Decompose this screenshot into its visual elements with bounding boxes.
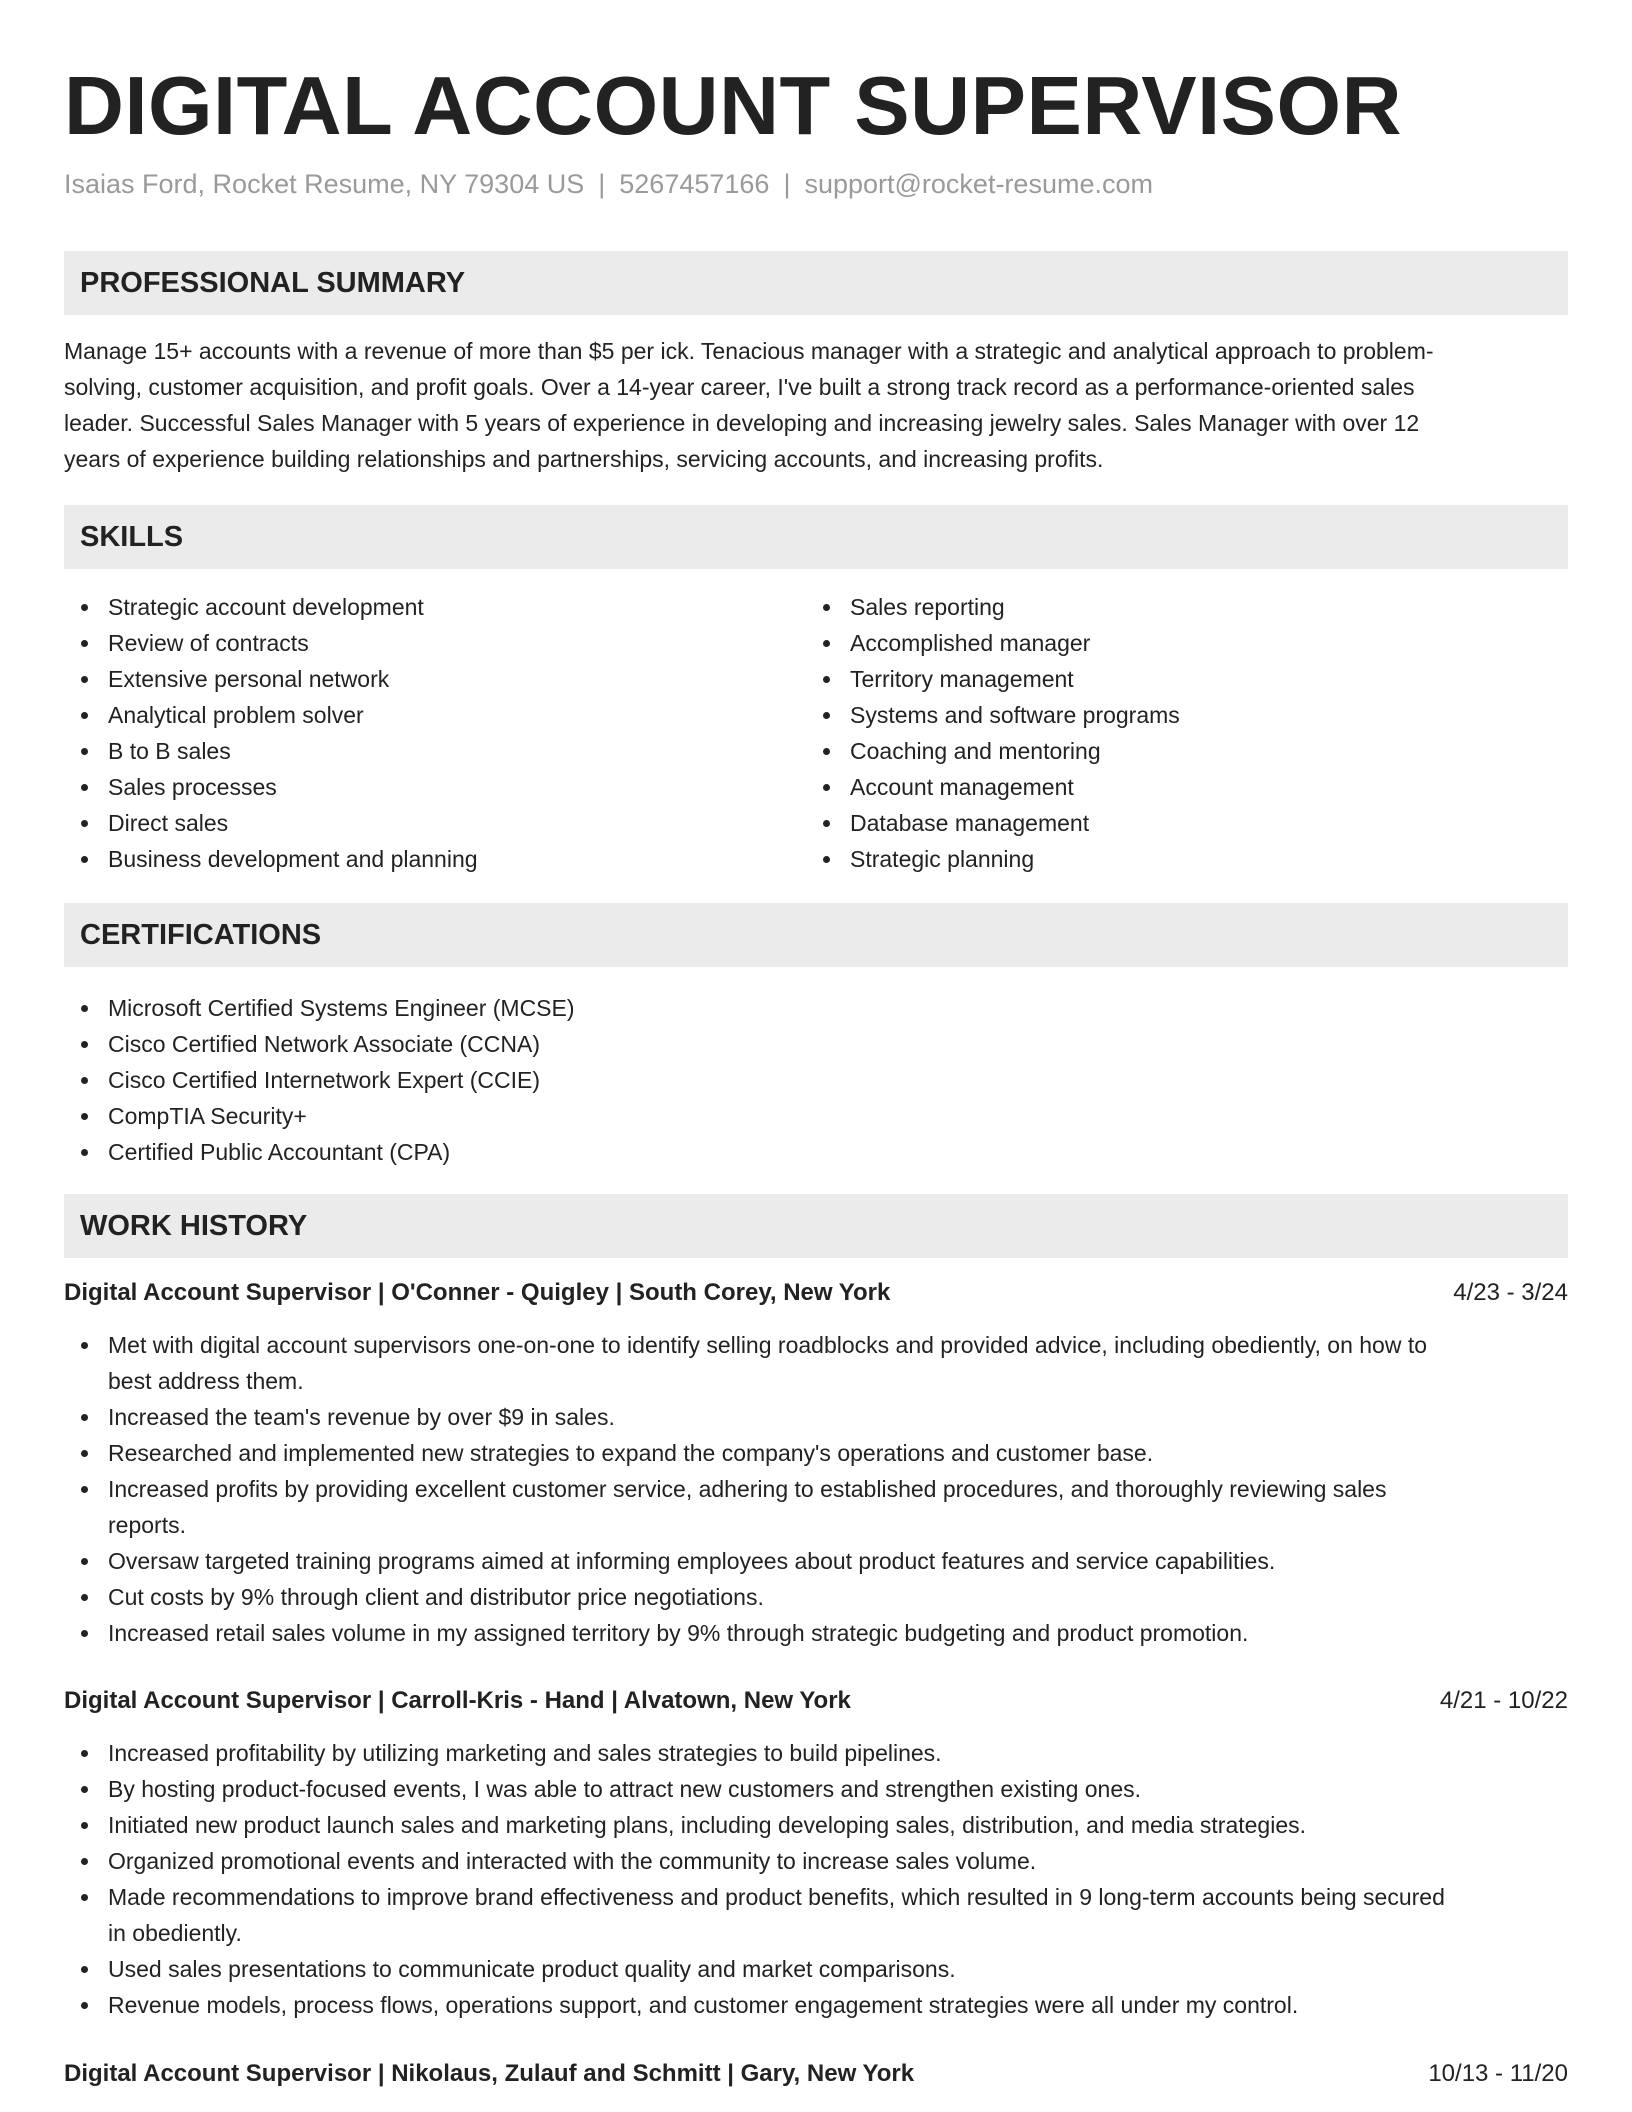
job-bullet-line: Cut costs by 9% through client and distributor price negotiations. xyxy=(108,1584,764,1610)
list-item: Coaching and mentoring xyxy=(850,733,1506,769)
list-item: Territory management xyxy=(850,661,1506,697)
list-item: Microsoft Certified Systems Engineer (MCSE) xyxy=(108,990,1568,1026)
job-bullet-line: Oversaw targeted training programs aimed at informing employees about product features and service capabilities. xyxy=(108,1548,1276,1574)
summary-line: Manage 15+ accounts with a revenue of more than $5 per ick. Tenacious manager with a strategic and analytical approach to problem- xyxy=(64,338,1434,364)
job-bullet-line: Initiated new product launch sales and marketing plans, including developing sales, distribution, and media strategies. xyxy=(108,1812,1306,1838)
list-item: Cisco Certified Network Associate (CCNA) xyxy=(108,1026,1568,1062)
section-heading-summary: PROFESSIONAL SUMMARY xyxy=(64,251,1568,315)
job-entry xyxy=(64,1275,1568,1651)
job-bullet-line: in obediently. xyxy=(108,1920,242,1946)
job-header xyxy=(64,1683,1568,1719)
job-bullets xyxy=(64,1735,1568,2023)
section-heading-skills: SKILLS xyxy=(64,505,1568,569)
job-bullet-line: Made recommendations to improve brand effectiveness and product benefits, which resulted in 9 long-term accounts being secured xyxy=(108,1884,1445,1910)
list-item: Analytical problem solver xyxy=(108,697,764,733)
summary-line: leader. Successful Sales Manager with 5 years of experience in developing and increasing jewelry sales. Sales Manager with over 12 xyxy=(64,410,1420,436)
job-bullet xyxy=(108,1471,1568,1543)
job-title: Digital Account Supervisor | Nikolaus, Zulauf and Schmitt | Gary, New York xyxy=(64,2060,915,2087)
job-bullet xyxy=(108,1327,1568,1399)
job-header xyxy=(64,2056,1568,2092)
list-item: Strategic planning xyxy=(850,841,1506,877)
job-bullet xyxy=(108,1399,1568,1435)
list-item: Strategic account development xyxy=(108,589,764,625)
job-bullet-line: Revenue models, process flows, operations support, and customer engagement strategies were all under my control. xyxy=(108,1992,1299,2018)
job-dates: 4/21 - 10/22 xyxy=(1439,1687,1568,1714)
summary-line: years of experience building relationships and partnerships, servicing accounts, and increasing profits. xyxy=(64,446,1104,472)
list-item: Review of contracts xyxy=(108,625,764,661)
skills-column-left xyxy=(64,589,764,877)
job-bullet-line: reports. xyxy=(108,1512,186,1538)
list-item: Business development and planning xyxy=(108,841,764,877)
list-item: Certified Public Accountant (CPA) xyxy=(108,1134,1568,1170)
job-bullet-line: Organized promotional events and interacted with the community to increase sales volume. xyxy=(108,1848,1037,1874)
job-dates: 4/23 - 3/24 xyxy=(1453,1279,1568,1306)
contact-phone: 5267457166 xyxy=(619,169,770,199)
job-bullet xyxy=(108,1843,1568,1879)
job-bullet xyxy=(108,1771,1568,1807)
job-bullet-line: Increased retail sales volume in my assigned territory by 9% through strategic budgeting and product promotion. xyxy=(108,1620,1249,1646)
job-title: Digital Account Supervisor | O'Conner - Quigley | South Corey, New York xyxy=(64,1279,891,1306)
list-item: Extensive personal network xyxy=(108,661,764,697)
job-bullet-line: Increased the team's revenue by over $9 in sales. xyxy=(108,1404,615,1430)
job-bullet-line: Met with digital account supervisors one-on-one to identify selling roadblocks and provided advice, including obediently, on how to xyxy=(108,1332,1428,1358)
list-item: Sales reporting xyxy=(850,589,1506,625)
job-bullet xyxy=(108,1879,1568,1951)
job-bullet xyxy=(108,1615,1568,1651)
summary-text xyxy=(64,333,1568,477)
job-title: Digital Account Supervisor | Carroll-Kris - Hand | Alvatown, New York xyxy=(64,1687,851,1714)
job-bullet xyxy=(108,1543,1568,1579)
list-item: Sales processes xyxy=(108,769,764,805)
list-item: Systems and software programs xyxy=(850,697,1506,733)
list-item: Cisco Certified Internetwork Expert (CCIE) xyxy=(108,1062,1568,1098)
job-bullet-line: By hosting product-focused events, I was able to attract new customers and strengthen existing ones. xyxy=(108,1776,1142,1802)
job-bullet xyxy=(108,1735,1568,1771)
list-item: B to B sales xyxy=(108,733,764,769)
resume-title: DIGITAL ACCOUNT SUPERVISOR xyxy=(64,59,1403,152)
job-bullet xyxy=(108,1435,1568,1471)
job-bullet-line: Researched and implemented new strategies to expand the company's operations and customer base. xyxy=(108,1440,1154,1466)
job-bullet-line: Increased profitability by utilizing marketing and sales strategies to build pipelines. xyxy=(108,1740,942,1766)
list-item: Accomplished manager xyxy=(850,625,1506,661)
job-bullet xyxy=(108,1987,1568,2023)
job-bullet-line: best address them. xyxy=(108,1368,304,1394)
job-bullet-line: Increased profits by providing excellent customer service, adhering to established procedures, and thoroughly reviewing sales xyxy=(108,1476,1387,1502)
list-item: CompTIA Security+ xyxy=(108,1098,1568,1134)
job-header xyxy=(64,1275,1568,1311)
list-item: Direct sales xyxy=(108,805,764,841)
job-bullet xyxy=(108,1951,1568,1987)
section-heading-certifications: CERTIFICATIONS xyxy=(64,903,1568,967)
skills-column-right xyxy=(806,589,1506,877)
job-bullets xyxy=(64,1327,1568,1651)
list-item: Database management xyxy=(850,805,1506,841)
contact-email: support@rocket-resume.com xyxy=(804,169,1153,199)
job-bullet xyxy=(108,1579,1568,1615)
summary-line: solving, customer acquisition, and profit goals. Over a 14-year career, I've built a strong track record as a performance-oriented sales xyxy=(64,374,1415,400)
job-bullet-line: Used sales presentations to communicate product quality and market comparisons. xyxy=(108,1956,956,1982)
job-entry xyxy=(64,2056,1568,2092)
contact-address: Isaias Ford, Rocket Resume, NY 79304 US xyxy=(64,169,585,199)
job-dates: 10/13 - 11/20 xyxy=(1428,2060,1568,2087)
job-entry xyxy=(64,1683,1568,2023)
contact-separator: | xyxy=(598,169,606,199)
certifications-list xyxy=(64,990,1568,1170)
contact-separator: | xyxy=(783,169,791,199)
list-item: Account management xyxy=(850,769,1506,805)
contact-line xyxy=(64,166,1153,202)
section-heading-work-history: WORK HISTORY xyxy=(64,1194,1568,1258)
job-bullet xyxy=(108,1807,1568,1843)
